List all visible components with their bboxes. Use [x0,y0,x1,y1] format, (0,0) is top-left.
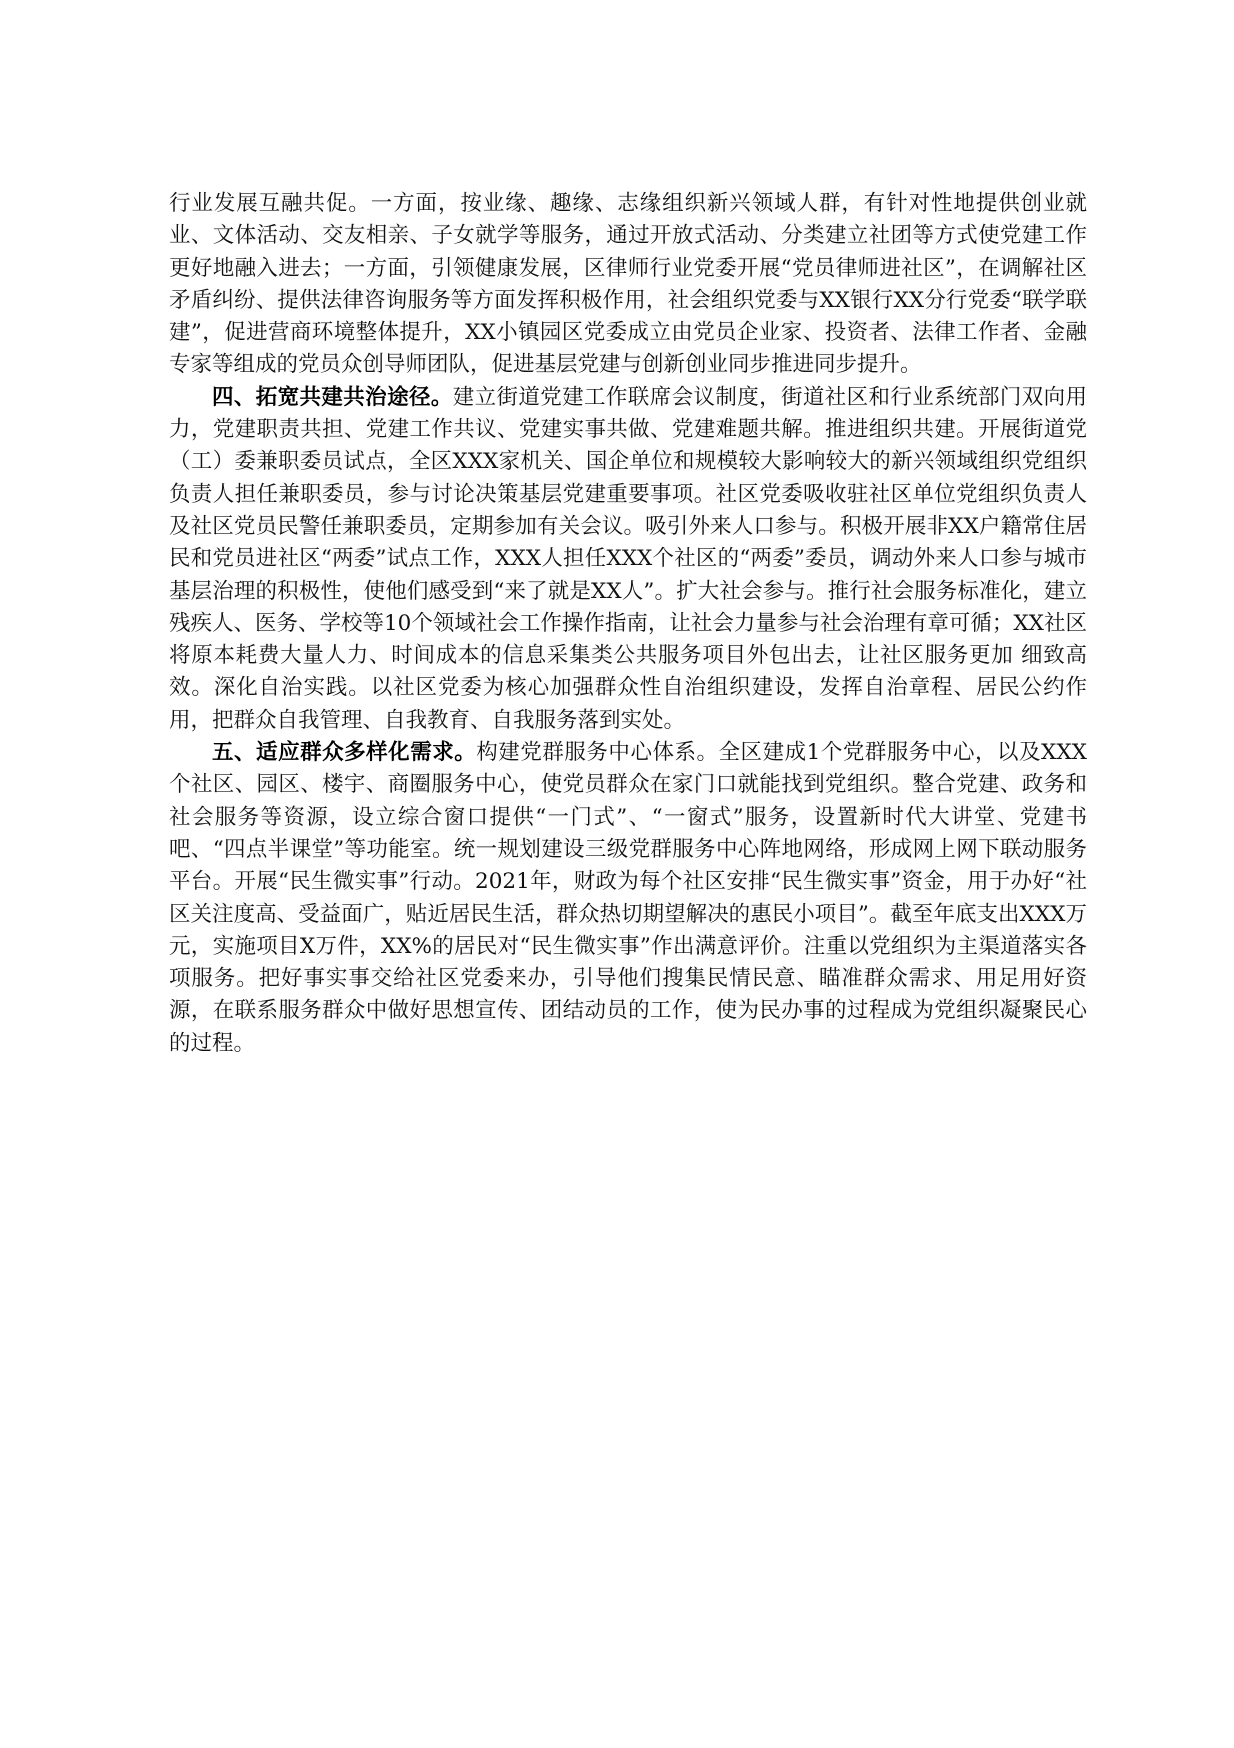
paragraph-text: 行业发展互融共促。一方面，按业缘、趣缘、志缘组织新兴领域人群，有针对性地提供创业就业、文体活动、交友相亲、子女就学等服务，通过开放式活动、分类建立社团等方式使党建工作更好地融入进去；一方面，引领健康发展，区律师行业党委开展“党员律师进社区”，在调解社区矛盾纠纷、提供法律咨询服务等方面发挥积极作用，社会组织党委与XX银行XX分行党委“联学联建”，促进营商环境整体提升，XX小镇园区党委成立由党员企业家、投资者、法律工作者、金融专家等组成的党员众创导师团队，促进基层党建与创新创业同步推进同步提升。 [169,191,1087,378]
paragraph-text: 建立街道党建工作联席会议制度，街道社区和行业系统部门双向用力，党建职责共担、党建工作共议、党建实事共做、党建难题共解。推进组织共建。开展街道党（工）委兼职委员试点，全区XXX家机关、国企单位和规模较大影响较大的新兴领域组织党组织负责人担任兼职委员，参与讨论决策基层党建重要事项。社区党委吸收驻社区单位党组织负责人及社区党员民警任兼职委员，定期参加有关会议。吸引外来人口参与。积极开展非XX户籍常住居民和党员进社区“两委”试点工作，XXX人担任XXX个社区的“两委”委员，调动外来人口参与城市基层治理的积极性，使他们感受到“来了就是XX人”。扩大社会参与。推行社会服务标准化，建立残疾人、医务、学校等10个领域社会工作操作指南，让社会力量参与社会治理有章可循；XX社区将原本耗费大量人力、时间成本的信息采集类公共服务项目外包出去，让社区服务更加 细致高效。深化自治实践。以社区党委为核心加强群众性自治组织建设，发挥自治章程、居民公约作用，把群众自我管理、自我教育、自我服务落到实处。 [169,384,1087,733]
paragraph-section-four [169,382,1087,737]
paragraph-section-five [169,737,1087,1060]
section-heading-four: 四、拓宽共建共治途径。 [212,384,453,410]
paragraph-continued [169,188,1087,382]
document-body [169,188,1087,1060]
paragraph-text: 构建党群服务中心体系。全区建成1个党群服务中心，以及XXX个社区、园区、楼宇、商圈服务中心，使党员群众在家门口就能找到党组织。整合党建、政务和社会服务等资源，设立综合窗口提供“一门式”、“一窗式”服务，设置新时代大讲堂、党建书吧、“四点半课堂”等功能室。统一规划建设三级党群服务中心阵地网络，形成网上网下联动服务平台。开展“民生微实事”行动。2021年，财政为每个社区安排“民生微实事”资金，用于办好“社区关注度高、受益面广，贴近居民生活，群众热切期望解决的惠民小项目”。截至年底支出XXX万元，实施项目X万件，XX%的居民对“民生微实事”作出满意评价。注重以党组织为主渠道落实各项服务。把好事实事交给社区党委来办，引导他们搜集民情民意、瞄准群众需求、用足用好资源，在联系服务群众中做好思想宣传、团结动员的工作，使为民办事的过程成为党组织凝聚民心的过程。 [169,740,1087,1056]
section-heading-five: 五、适应群众多样化需求。 [212,740,477,766]
